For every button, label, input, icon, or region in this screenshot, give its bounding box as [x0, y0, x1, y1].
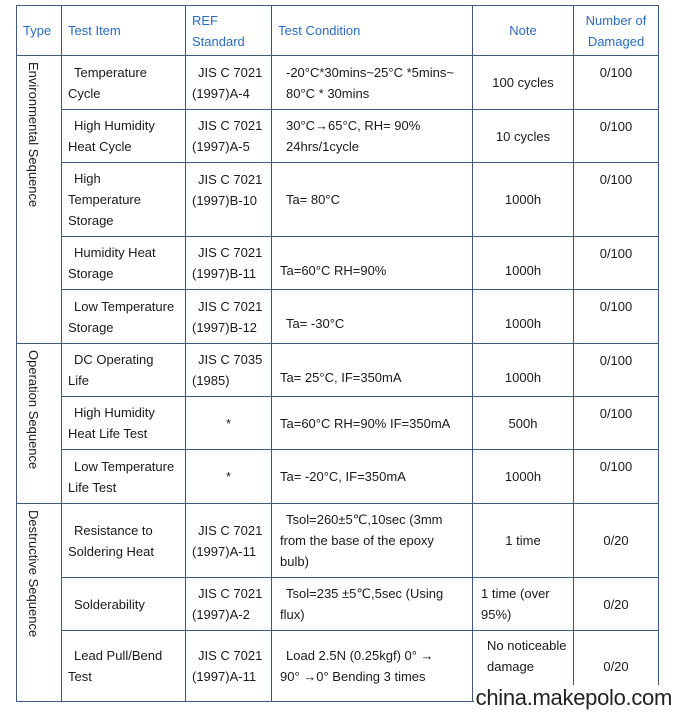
header-type: Type — [17, 6, 62, 56]
note: 1000h — [473, 163, 574, 237]
test-item: High Temperature Storage — [62, 163, 186, 237]
test-item: Humidity Heat Storage — [62, 237, 186, 290]
ref-standard: JIS C 7021 (1997)B-11 — [186, 237, 272, 290]
ref-standard: * — [186, 397, 272, 450]
damaged-count: 0/100 — [574, 237, 659, 290]
header-ref-standard: REF Standard — [186, 6, 272, 56]
note: 1000h — [473, 344, 574, 397]
damaged-count: 0/20 — [574, 504, 659, 578]
test-item: Lead Pull/Bend Test — [62, 631, 186, 702]
test-condition: -20°C*30mins~25°C *5mins~ 80°C * 30mins — [272, 56, 473, 110]
note: 10 cycles — [473, 110, 574, 163]
test-item: High Humidity Heat Cycle — [62, 110, 186, 163]
note: No noticeable damage — [473, 631, 574, 702]
damaged-count: 0/100 — [574, 56, 659, 110]
damaged-count: 0/100 — [574, 344, 659, 397]
header-row — [17, 6, 659, 56]
damaged-count: 0/100 — [574, 397, 659, 450]
group-label: Operation Sequence — [26, 350, 41, 470]
ref-standard: JIS C 7021 (1997)A-11 — [186, 631, 272, 702]
test-condition: Tsol=260±5℃,10sec (3mm from the base of the epoxy bulb) — [272, 504, 473, 578]
header-note: Note — [473, 6, 574, 56]
table-row — [17, 56, 659, 110]
note: 1000h — [473, 290, 574, 344]
group-label: Destructive Sequence — [26, 510, 41, 638]
table-row — [17, 578, 659, 631]
ref-standard: JIS C 7021 (1997)A-4 — [186, 56, 272, 110]
header-number-damaged: Number of Damaged — [574, 6, 659, 56]
table-row — [17, 163, 659, 237]
damaged-count: 0/100 — [574, 290, 659, 344]
table-row — [17, 110, 659, 163]
ref-standard: JIS C 7035 (1985) — [186, 344, 272, 397]
note: 1 time (over 95%) — [473, 578, 574, 631]
group-environmental — [17, 56, 62, 344]
ref-standard: JIS C 7021 (1997)B-12 — [186, 290, 272, 344]
test-item: Low Temperature Life Test — [62, 450, 186, 504]
test-item: Temperature Cycle — [62, 56, 186, 110]
note: 500h — [473, 397, 574, 450]
group-destructive — [17, 504, 62, 702]
test-condition: Load 2.5N (0.25kgf) 0° → 90° →0° Bending 3 times — [272, 631, 473, 702]
table-row — [17, 237, 659, 290]
test-condition: 30°C→65°C, RH= 90% 24hrs/1cycle — [272, 110, 473, 163]
watermark-text: china.makepolo.com — [475, 685, 672, 710]
group-operation — [17, 344, 62, 504]
table-row — [17, 290, 659, 344]
test-condition: Ta= -20°C, IF=350mA — [272, 450, 473, 504]
reliability-test-table — [16, 5, 659, 702]
note: 100 cycles — [473, 56, 574, 110]
test-condition: Ta= 25°C, IF=350mA — [272, 344, 473, 397]
test-condition: Ta= 80°C — [272, 163, 473, 237]
table-row — [17, 344, 659, 397]
note: 1 time — [473, 504, 574, 578]
group-label: Environmental Sequence — [26, 62, 41, 208]
test-condition: Ta=60°C RH=90% — [272, 237, 473, 290]
ref-standard: JIS C 7021 (1997)A-11 — [186, 504, 272, 578]
header-test-condition: Test Condition — [272, 6, 473, 56]
test-condition: Tsol=235 ±5℃,5sec (Using flux) — [272, 578, 473, 631]
test-item: DC Operating Life — [62, 344, 186, 397]
damaged-count: 0/20 — [574, 631, 659, 702]
note: 1000h — [473, 450, 574, 504]
damaged-count: 0/100 — [574, 163, 659, 237]
ref-standard: JIS C 7021 (1997)B-10 — [186, 163, 272, 237]
table-row — [17, 397, 659, 450]
damaged-count: 0/100 — [574, 450, 659, 504]
header-test-item: Test Item — [62, 6, 186, 56]
test-item: Resistance to Soldering Heat — [62, 504, 186, 578]
table-row — [17, 450, 659, 504]
test-item: Solderability — [62, 578, 186, 631]
damaged-count: 0/20 — [574, 578, 659, 631]
ref-standard: JIS C 7021 (1997)A-2 — [186, 578, 272, 631]
note: 1000h — [473, 237, 574, 290]
test-item: Low Temperature Storage — [62, 290, 186, 344]
test-condition: Ta= -30°C — [272, 290, 473, 344]
table-row — [17, 504, 659, 578]
test-condition: Ta=60°C RH=90% IF=350mA — [272, 397, 473, 450]
test-item: High Humidity Heat Life Test — [62, 397, 186, 450]
damaged-count: 0/100 — [574, 110, 659, 163]
ref-standard: * — [186, 450, 272, 504]
ref-standard: JIS C 7021 (1997)A-5 — [186, 110, 272, 163]
